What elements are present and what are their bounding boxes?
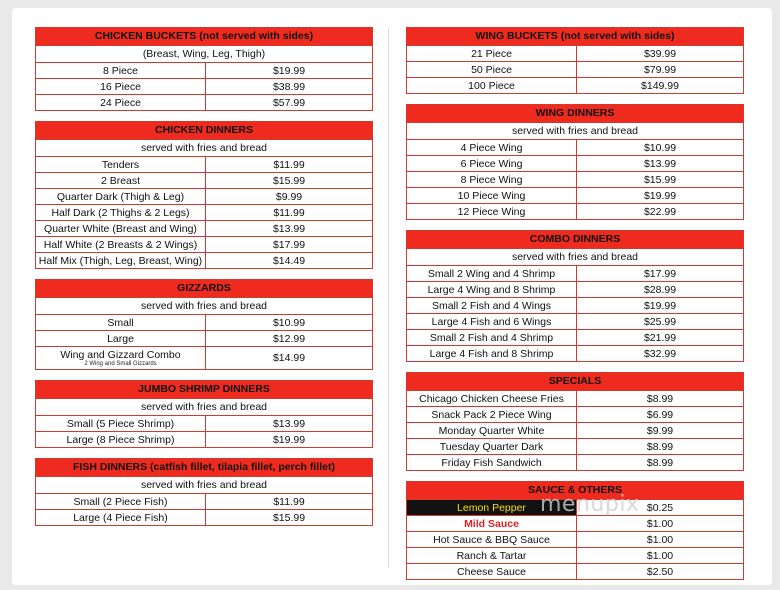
menu-item-row bbox=[407, 265, 743, 281]
menu-item-row bbox=[36, 220, 372, 236]
section-title: COMBO DINNERS bbox=[407, 231, 743, 248]
menu-section-specials bbox=[406, 372, 744, 471]
item-name-cell bbox=[407, 391, 577, 406]
menu-item-row bbox=[36, 252, 372, 268]
item-price: $19.99 bbox=[643, 189, 677, 202]
menu-item-row bbox=[407, 345, 743, 361]
menu-item-row bbox=[407, 406, 743, 422]
item-name-cell bbox=[407, 204, 577, 219]
section-subtitle: served with fries and bread bbox=[407, 248, 743, 265]
item-name-cell bbox=[36, 432, 206, 447]
menu-section-chicken-dinners bbox=[35, 121, 373, 269]
item-name: Large (8 Piece Shrimp) bbox=[66, 433, 175, 446]
item-name: Friday Fish Sandwich bbox=[441, 456, 542, 469]
item-name: 50 Piece bbox=[471, 63, 512, 76]
item-price: $1.00 bbox=[646, 533, 674, 546]
item-name: Snack Pack 2 Piece Wing bbox=[431, 408, 552, 421]
item-price: $21.99 bbox=[643, 331, 677, 344]
watermark: menupix bbox=[540, 492, 640, 517]
item-name-cell bbox=[36, 253, 206, 268]
item-name: Large bbox=[107, 332, 134, 345]
item-name: Large (4 Piece Fish) bbox=[73, 511, 168, 524]
menu-item-row bbox=[36, 156, 372, 172]
item-price: $28.99 bbox=[643, 283, 677, 296]
item-name-cell bbox=[407, 282, 577, 297]
item-name-cell bbox=[36, 510, 206, 525]
section-title: FISH DINNERS (catfish fillet, tilapia fillet, perch fillet) bbox=[36, 459, 372, 476]
item-name-cell bbox=[407, 314, 577, 329]
item-name-cell bbox=[407, 46, 577, 61]
item-name-cell bbox=[407, 266, 577, 281]
item-price: $15.99 bbox=[272, 511, 306, 524]
item-price: $11.99 bbox=[273, 495, 305, 508]
item-price: $149.99 bbox=[641, 79, 679, 92]
item-name-cell bbox=[407, 172, 577, 187]
item-price: $8.99 bbox=[646, 392, 674, 405]
menu-item-row bbox=[407, 422, 743, 438]
item-price: $6.99 bbox=[646, 408, 674, 421]
item-price: $8.99 bbox=[646, 456, 674, 469]
left-menu-column bbox=[35, 27, 373, 536]
item-name: Lemon Pepper bbox=[457, 501, 526, 514]
item-price: $8.99 bbox=[646, 440, 674, 453]
item-name: 100 Piece bbox=[468, 79, 515, 92]
item-name: Small 2 Wing and 4 Shrimp bbox=[427, 267, 556, 280]
menu-item-row bbox=[36, 330, 372, 346]
item-name-cell bbox=[407, 330, 577, 345]
section-subtitle: served with fries and bread bbox=[36, 398, 372, 415]
item-name: Half Dark (2 Thighs & 2 Legs) bbox=[51, 206, 190, 219]
menu-item-row bbox=[407, 281, 743, 297]
item-name: 2 Breast bbox=[100, 174, 141, 187]
item-name: Large 4 Fish and 6 Wings bbox=[431, 315, 552, 328]
item-name-cell bbox=[407, 298, 577, 313]
section-title: WING DINNERS bbox=[407, 105, 743, 122]
item-name-cell bbox=[407, 532, 577, 547]
item-name-cell bbox=[407, 78, 577, 93]
section-title: CHICKEN DINNERS bbox=[36, 122, 372, 139]
item-name-cell bbox=[36, 331, 206, 346]
menu-item-row bbox=[407, 297, 743, 313]
item-name-cell bbox=[36, 189, 206, 204]
section-title: GIZZARDS bbox=[36, 280, 372, 297]
item-name-cell bbox=[36, 95, 206, 110]
item-price: $22.99 bbox=[643, 205, 677, 218]
item-name-cell bbox=[407, 346, 577, 361]
item-name: Hot Sauce & BBQ Sauce bbox=[433, 533, 550, 546]
section-title: JUMBO SHRIMP DINNERS bbox=[36, 381, 372, 398]
item-name-cell bbox=[36, 157, 206, 172]
item-name: 4 Piece Wing bbox=[460, 141, 523, 154]
item-price: $11.99 bbox=[273, 158, 305, 171]
item-name-cell bbox=[36, 494, 206, 509]
menu-item-row bbox=[407, 329, 743, 345]
item-name: Small 2 Fish and 4 Wings bbox=[431, 299, 552, 312]
item-name-cell bbox=[407, 455, 577, 470]
section-subtitle: served with fries and bread bbox=[36, 476, 372, 493]
item-name: 6 Piece Wing bbox=[460, 157, 523, 170]
menu-item-row bbox=[36, 509, 372, 525]
item-price: $13.99 bbox=[643, 157, 677, 170]
menu-item-row bbox=[407, 563, 743, 579]
item-name: 8 Piece Wing bbox=[460, 173, 523, 186]
item-price: $2.50 bbox=[646, 565, 674, 578]
item-price: $9.99 bbox=[275, 190, 303, 203]
menu-item-row bbox=[407, 515, 743, 531]
section-title: SAUCE & OTHERS bbox=[407, 482, 743, 499]
item-name: Mild Sauce bbox=[464, 517, 519, 530]
item-name: Large 4 Wing and 8 Shrimp bbox=[427, 283, 556, 296]
item-price: $25.99 bbox=[643, 315, 677, 328]
menu-item-row bbox=[407, 187, 743, 203]
menu-item-row bbox=[36, 204, 372, 220]
item-name: 8 Piece bbox=[102, 64, 139, 77]
item-name-cell bbox=[407, 423, 577, 438]
item-name: Tenders bbox=[101, 158, 140, 171]
menu-item-row bbox=[36, 172, 372, 188]
item-name-cell bbox=[407, 140, 577, 155]
item-name-cell bbox=[407, 564, 577, 579]
menu-item-row bbox=[36, 94, 372, 110]
section-subtitle: (Breast, Wing, Leg, Thigh) bbox=[36, 45, 372, 62]
item-price: $0.25 bbox=[646, 501, 674, 514]
item-price: $19.99 bbox=[643, 299, 677, 312]
menu-item-row bbox=[407, 531, 743, 547]
item-name-cell bbox=[407, 407, 577, 422]
item-name: Chicago Chicken Cheese Fries bbox=[419, 392, 564, 405]
menu-item-row bbox=[407, 171, 743, 187]
item-price: $1.00 bbox=[646, 517, 674, 530]
menu-section-wing-buckets bbox=[406, 27, 744, 94]
item-price: $10.99 bbox=[643, 141, 677, 154]
item-name: Small (5 Piece Shrimp) bbox=[66, 417, 175, 430]
item-price: $17.99 bbox=[272, 238, 306, 251]
item-price: $57.99 bbox=[272, 96, 306, 109]
item-price: $14.49 bbox=[272, 254, 306, 267]
item-note: 2 Wing and Small Gizzards bbox=[84, 360, 157, 367]
item-name-cell bbox=[36, 237, 206, 252]
item-price: $12.99 bbox=[272, 332, 306, 345]
menu-section-combo-dinners bbox=[406, 230, 744, 362]
item-name: Half White (2 Breasts & 2 Wings) bbox=[43, 238, 198, 251]
menu-section-wing-dinners bbox=[406, 104, 744, 220]
item-name-cell bbox=[407, 188, 577, 203]
section-title: CHICKEN BUCKETS (not served with sides) bbox=[36, 28, 372, 45]
item-name-cell bbox=[407, 439, 577, 454]
item-name: Monday Quarter White bbox=[438, 424, 545, 437]
item-name-cell bbox=[36, 205, 206, 220]
menu-item-row bbox=[407, 313, 743, 329]
item-name-cell bbox=[36, 173, 206, 188]
item-price: $32.99 bbox=[643, 347, 677, 360]
item-price: $15.99 bbox=[272, 174, 306, 187]
menu-item-row bbox=[407, 454, 743, 470]
menu-section-gizzards bbox=[35, 279, 373, 370]
menu-item-row bbox=[407, 77, 743, 93]
item-name-cell bbox=[36, 315, 206, 330]
item-name: Quarter White (Breast and Wing) bbox=[44, 222, 197, 235]
item-name-cell bbox=[407, 548, 577, 563]
item-name: Half Mix (Thigh, Leg, Breast, Wing) bbox=[38, 254, 203, 267]
item-name-cell bbox=[36, 63, 206, 78]
menu-item-row bbox=[407, 547, 743, 563]
item-price: $79.99 bbox=[643, 63, 677, 76]
menu-section-jumbo-shrimp-dinners bbox=[35, 380, 373, 448]
item-name: Tuesday Quarter Dark bbox=[439, 440, 544, 453]
item-name: 10 Piece Wing bbox=[457, 189, 526, 202]
item-name: 21 Piece bbox=[471, 47, 512, 60]
item-name: Small (2 Piece Fish) bbox=[73, 495, 168, 508]
section-title: SPECIALS bbox=[407, 373, 743, 390]
menu-item-row bbox=[36, 236, 372, 252]
item-name: Small 2 Fish and 4 Shrimp bbox=[429, 331, 554, 344]
item-name: 12 Piece Wing bbox=[457, 205, 526, 218]
item-price: $19.99 bbox=[272, 64, 306, 77]
column-divider bbox=[388, 28, 389, 568]
menu-item-row bbox=[407, 438, 743, 454]
section-title: WING BUCKETS (not served with sides) bbox=[407, 28, 743, 45]
item-price: $9.99 bbox=[646, 424, 674, 437]
item-name-cell bbox=[407, 156, 577, 171]
menu-item-row bbox=[407, 155, 743, 171]
item-price: $11.99 bbox=[273, 206, 305, 219]
section-subtitle: served with fries and bread bbox=[36, 139, 372, 156]
item-price: $13.99 bbox=[272, 417, 306, 430]
menu-item-row bbox=[407, 203, 743, 219]
item-name: Wing and Gizzard Combo bbox=[60, 348, 181, 361]
item-name-cell bbox=[407, 62, 577, 77]
item-name-cell bbox=[407, 516, 577, 531]
section-subtitle: served with fries and bread bbox=[36, 297, 372, 314]
menu-section-chicken-buckets bbox=[35, 27, 373, 111]
menu-item-row bbox=[36, 431, 372, 447]
item-price: $13.99 bbox=[272, 222, 306, 235]
menu-item-row bbox=[36, 493, 372, 509]
item-price: $1.00 bbox=[646, 549, 674, 562]
item-price: $19.99 bbox=[272, 433, 306, 446]
menu-item-row bbox=[36, 314, 372, 330]
menu-item-row bbox=[36, 188, 372, 204]
menu-item-row bbox=[407, 61, 743, 77]
item-name-cell bbox=[36, 221, 206, 236]
menu-item-row bbox=[36, 415, 372, 431]
item-price: $38.99 bbox=[272, 80, 306, 93]
item-name: 24 Piece bbox=[100, 96, 141, 109]
menu-item-row bbox=[36, 346, 372, 369]
item-price: $10.99 bbox=[272, 316, 306, 329]
item-name: Cheese Sauce bbox=[457, 565, 526, 578]
item-price: $14.99 bbox=[272, 352, 306, 364]
item-price: $15.99 bbox=[643, 173, 677, 186]
item-name-cell bbox=[36, 347, 206, 369]
menu-section-fish-dinners bbox=[35, 458, 373, 526]
item-name: 16 Piece bbox=[100, 80, 141, 93]
item-name: Quarter Dark (Thigh & Leg) bbox=[56, 190, 185, 203]
item-name-cell bbox=[36, 79, 206, 94]
item-price: $39.99 bbox=[643, 47, 677, 60]
menu-item-row bbox=[36, 62, 372, 78]
menu-item-row bbox=[407, 390, 743, 406]
menu-item-row bbox=[36, 78, 372, 94]
menu-item-row bbox=[407, 45, 743, 61]
section-subtitle: served with fries and bread bbox=[407, 122, 743, 139]
item-name-cell bbox=[36, 416, 206, 431]
menu-item-row bbox=[407, 139, 743, 155]
item-name: Large 4 Fish and 8 Shrimp bbox=[429, 347, 554, 360]
item-price: $17.99 bbox=[643, 267, 677, 280]
item-name: Small bbox=[107, 316, 134, 329]
item-name: Ranch & Tartar bbox=[456, 549, 527, 562]
